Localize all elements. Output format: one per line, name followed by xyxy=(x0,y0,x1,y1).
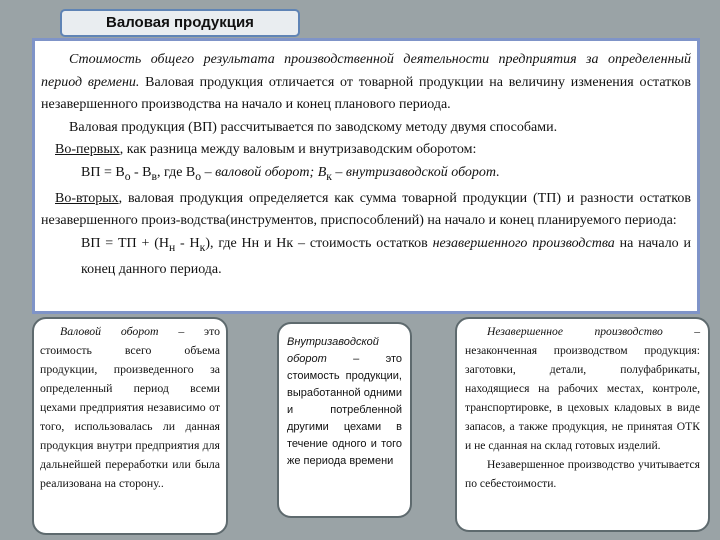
internal-turnover-box xyxy=(277,322,412,518)
formula-2-part-c: ), где Нн и Нк – стоимость остатков xyxy=(205,235,433,251)
internal-turnover-term: Внутризаводской оборот xyxy=(287,336,379,365)
formula-1-italic-2: – внутризаводской оборот. xyxy=(331,164,500,180)
first-way-paragraph xyxy=(41,139,691,162)
wip-note: Незавершенное производство учитывается по себестоимости. xyxy=(465,458,700,490)
definition-paragraph xyxy=(41,49,691,117)
gross-turnover-term: Валовой оборот xyxy=(60,324,159,338)
method-paragraph: Валовая продукция (ВП) рассчитывается по заводскому методу двумя способами. xyxy=(69,119,558,135)
formula-1-sub-v: в xyxy=(151,169,158,183)
wip-text: – незаконченная производством продукция: заготовки, детали, полуфабрикаты, находящиеся на рабочих местах, контроле, транспортировке, в цеховых кладовых в виде запасов, а также продукция, не принятая ОТК и не сданная на склад готовых изделий. xyxy=(465,325,700,452)
formula-2-part-d: на начало и конец данного периода. xyxy=(81,235,691,278)
formula-2-sub-k: к xyxy=(199,240,206,254)
slide-title: Валовая продукция xyxy=(60,9,300,37)
formula-1-part-c: , где В xyxy=(157,164,196,180)
definition-rest: Валовая продукция отличается от товарной продукции на величину изменения остатков незавершенного производства на начало и конец планового периода. xyxy=(41,74,691,112)
gross-turnover-box xyxy=(32,317,228,535)
first-way-lead: Во-первых xyxy=(55,142,120,157)
second-way-lead: Во-вторых xyxy=(55,190,119,206)
gross-turnover-text: – это стоимость всего объема продукции, произведенного за определенный период всеми цехами предприятия независимо от того, использовалась ли данная продукция внутри предприятия для дальнейшей переработки или была реализована на сторону.. xyxy=(40,324,220,490)
formula-1-sub-o: о xyxy=(124,169,131,183)
formula-2-part-b: - Н xyxy=(175,235,200,251)
formula-1-sub-k: к xyxy=(326,169,332,183)
first-way-rest: , как разница между валовым и внутризаводским оборотом: xyxy=(119,142,477,157)
wip-box xyxy=(455,317,710,532)
formula-1-part-b: - В xyxy=(130,164,152,180)
formula-1-italic: – валовой оборот; В xyxy=(201,164,327,180)
formula-1 xyxy=(41,162,691,188)
internal-turnover-text: – это стоимость продукции, выработанной одними и потребленной другими цехами в течение одного и того же периода времени xyxy=(287,353,402,467)
second-way-rest: , валовая продукция определяется как сумма товарной продукции (ТП) и разности остатков незавершенного произ-водства(инструментов, приспособлений) на начало и конец планируемого периода: xyxy=(41,190,691,229)
formula-2 xyxy=(41,233,691,282)
second-way-paragraph xyxy=(41,188,691,233)
formula-2-sub-n: н xyxy=(168,240,176,254)
main-text-box xyxy=(32,38,700,314)
formula-1-sub-o2: о xyxy=(195,169,202,183)
definition-italic: Стоимость общего результата производственной деятельности предприятия за определенный период времени. xyxy=(41,52,691,90)
formula-2-italic: незавершенного производства xyxy=(432,235,615,251)
formula-1-part-a: ВП = В xyxy=(81,164,125,180)
wip-term: Незавершенное производство xyxy=(487,325,663,338)
formula-2-part-a: ВП = ТП + (Н xyxy=(81,235,169,251)
